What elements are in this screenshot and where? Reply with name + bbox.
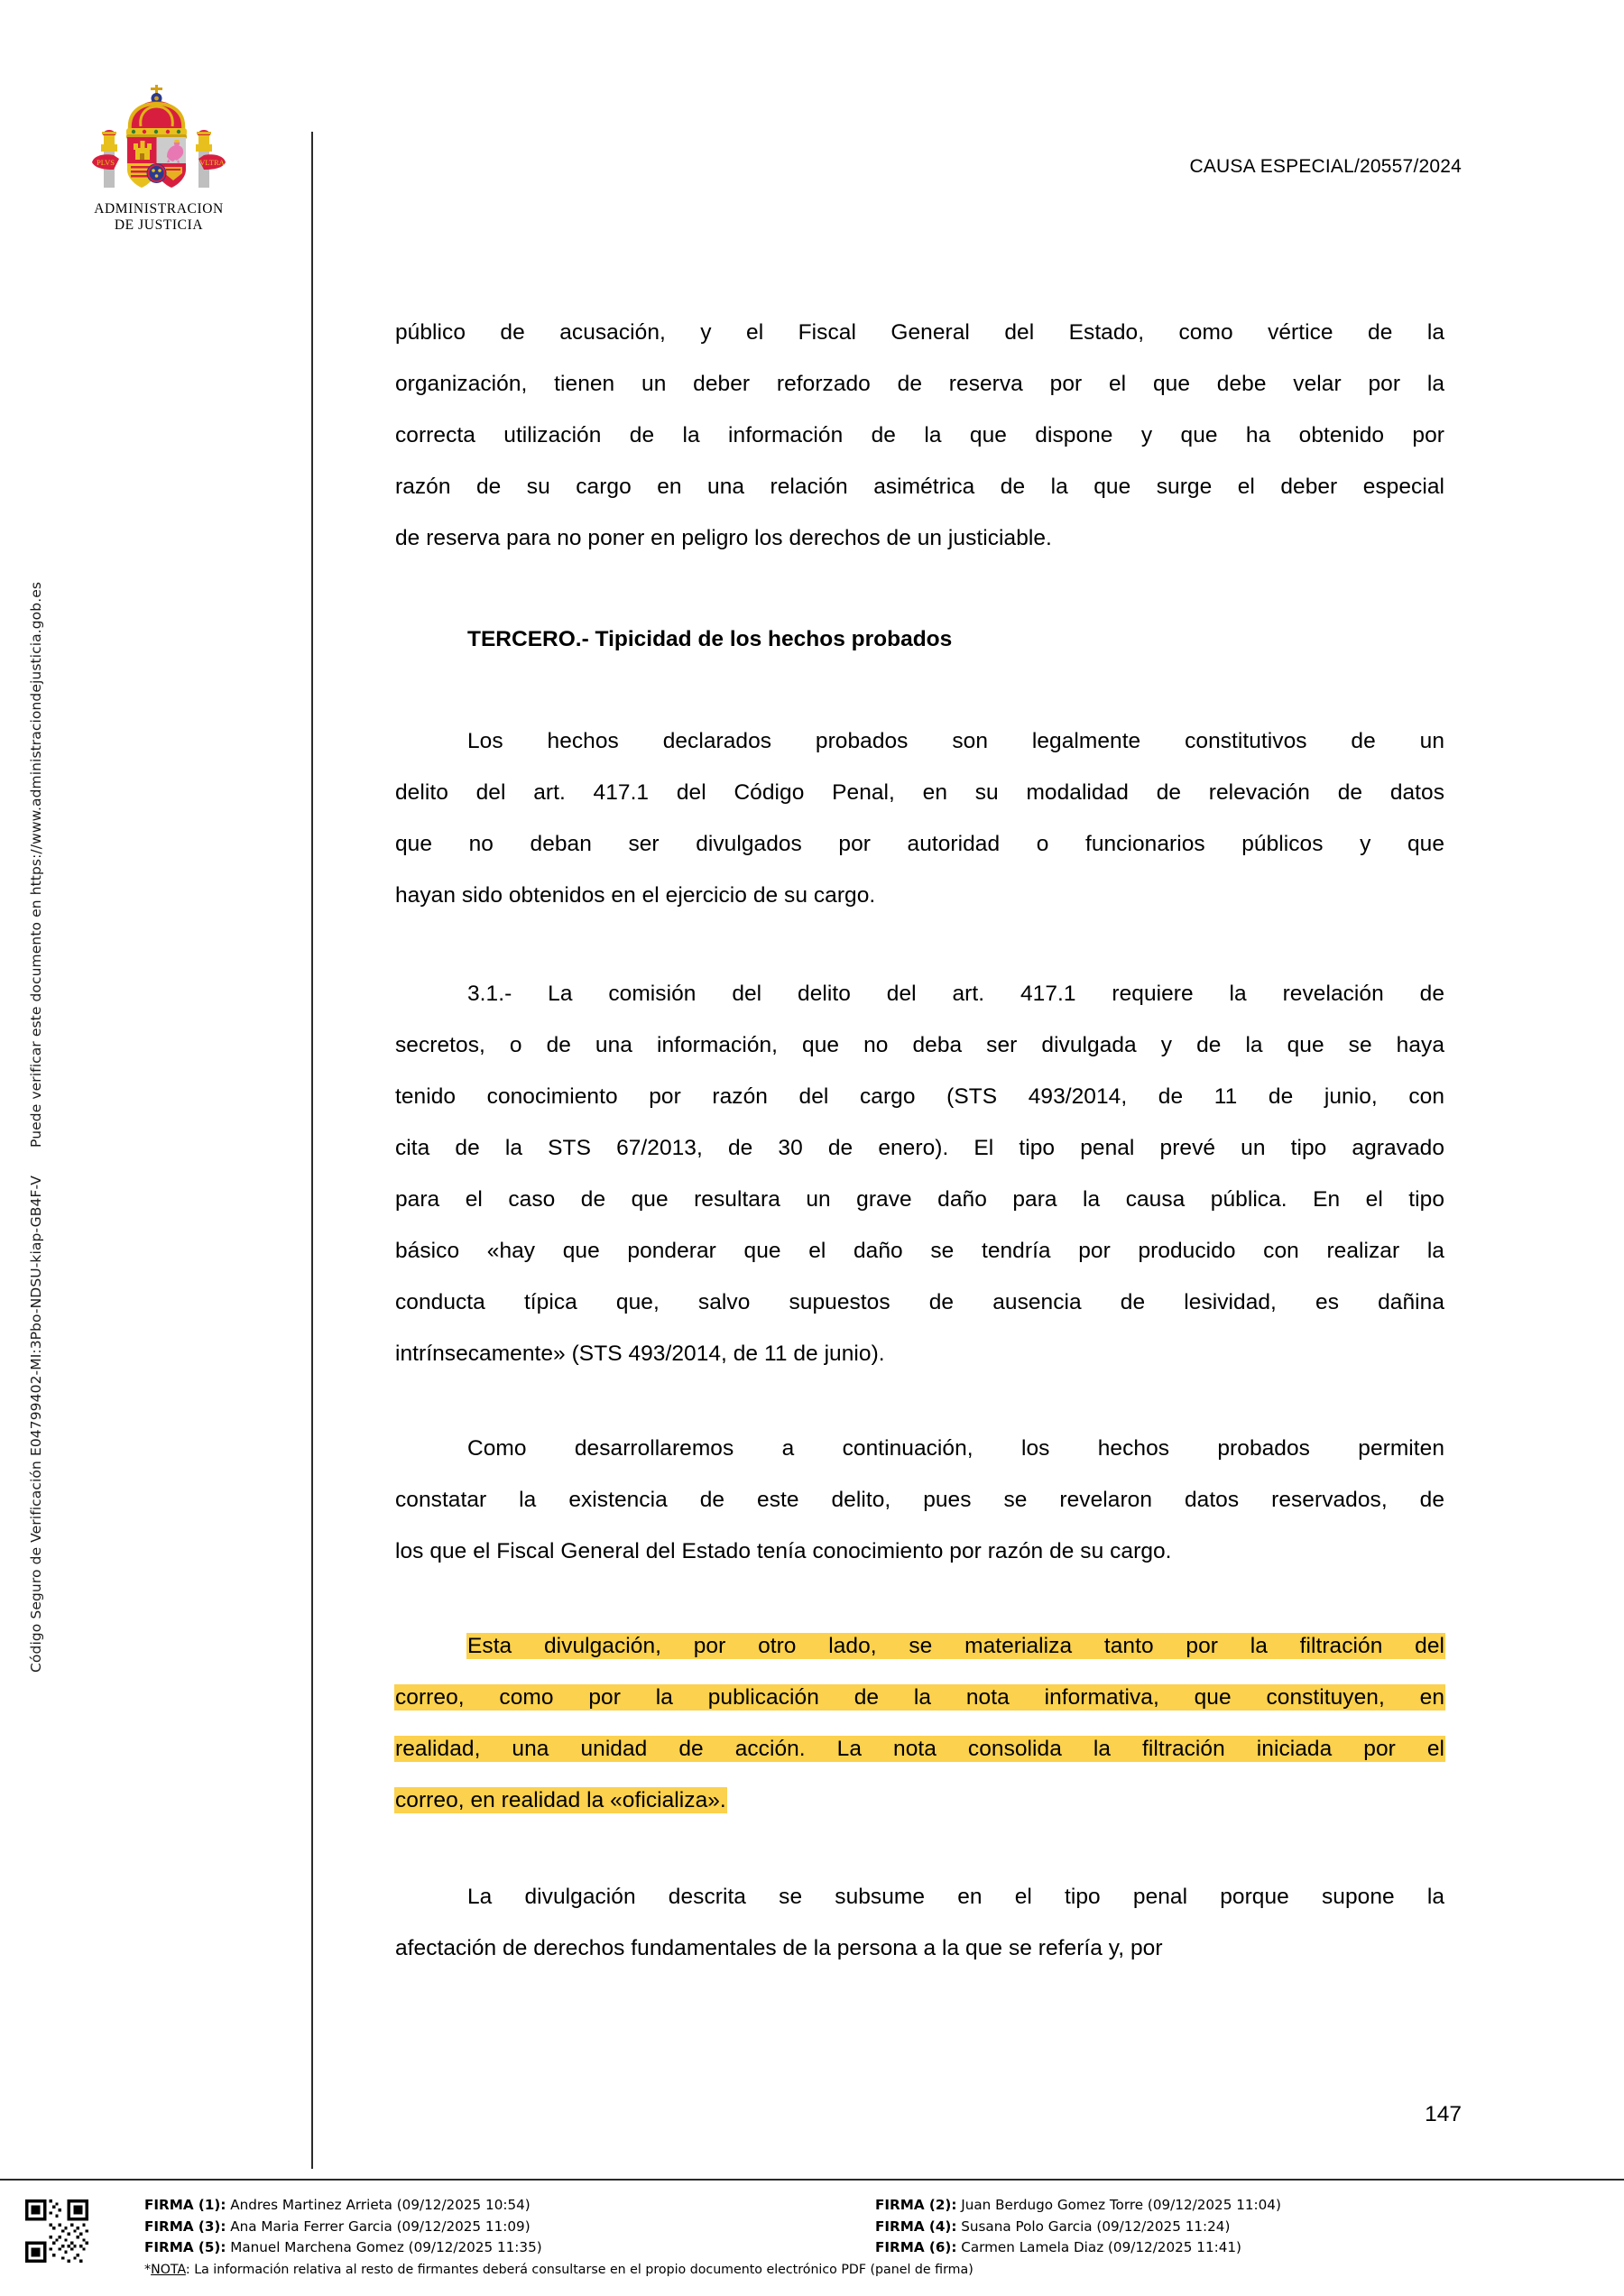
paragraph-line: Los hechos declarados probados son legalmente constitutivos de un [467,729,1444,753]
emblem-block [60,79,258,234]
verification-strip-text [28,0,44,1673]
footer-note [144,2261,1606,2280]
signature-label: FIRMA (1): [144,2197,226,2213]
paragraph-line: delito del art. 417.1 del Código Penal, en su modalidad de relevación de datos [395,780,1444,805]
emblem-caption [60,201,258,234]
signature-6 [875,2237,1606,2259]
signature-row [144,2195,1606,2217]
page-number: 147 [1425,2102,1462,2126]
footer-note-keyword: NOTA [151,2262,186,2277]
motto-left-text: PLVS [96,158,115,167]
signature-value: Andres Martinez Arrieta (09/12/2025 10:54) [230,2197,531,2213]
paragraph-line: 3.1.- La comisión del delito del art. 417.1 requiere la revelación de [467,982,1444,1006]
signature-row [144,2237,1606,2259]
paragraph-line: Como desarrollaremos a continuación, los hechos probados permiten [467,1436,1444,1461]
paragraph-line: correcta utilización de la información de la que dispone y que ha obtenido por [395,423,1444,447]
paragraph-line: organización, tienen un deber reforzado de reserva por el que debe velar por la [395,372,1444,396]
signature-label: FIRMA (5): [144,2239,226,2255]
signature-row [144,2217,1606,2238]
paragraph-line [395,1620,1444,1672]
qr-code-icon [25,2199,88,2263]
paragraph-line: secretos, o de una información, que no deba ser divulgada y de la que se haya [395,1033,1444,1057]
signature-label: FIRMA (3): [144,2218,226,2235]
paragraph-line: constatar la existencia de este delito, pues se revelaron datos reservados, de [395,1488,1444,1512]
signature-value: Manuel Marchena Gomez (09/12/2025 11:35) [230,2239,542,2255]
paragraph-line [395,1775,1444,1826]
signature-2 [875,2195,1606,2217]
paragraph-1 [395,307,1444,564]
signature-3 [144,2217,875,2238]
emblem-caption-line-2: DE JUSTICIA [114,217,204,233]
signature-label: FIRMA (4): [875,2218,957,2235]
paragraph-line: de reserva para no poner en peligro los derechos de un justiciable. [395,526,1052,550]
footer-divider [0,2179,1624,2181]
document-body [395,307,1444,2005]
signature-value: Ana Maria Ferrer Garcia (09/12/2025 11:09) [230,2218,531,2235]
paragraph-line: tenido conocimiento por razón del cargo (STS 493/2014, de 11 de junio, con [395,1084,1444,1109]
signature-value: Susana Polo Garcia (09/12/2025 11:24) [961,2218,1231,2235]
document-header-reference: CAUSA ESPECIAL/20557/2024 [1189,156,1462,177]
paragraph-line: La divulgación descrita se subsume en el tipo penal porque supone la [467,1885,1444,1909]
signature-label: FIRMA (6): [875,2239,957,2255]
paragraph-line: razón de su cargo en una relación asimétrica de la que surge el deber especial [395,475,1444,499]
verification-strip [0,0,51,2174]
paragraph-line: para el caso de que resultara un grave daño para la causa pública. En el tipo [395,1187,1444,1212]
section-heading-tercero: TERCERO.- Tipicidad de los hechos probados [467,627,953,651]
paragraph-line: básico «hay que ponderar que el daño se tendría por producido con realizar la [395,1239,1444,1263]
signature-4 [875,2217,1606,2238]
paragraph-3 [395,968,1444,1379]
paragraph-5-highlighted [395,1620,1444,1826]
footer-note-text: : La información relativa al resto de firmantes deberá consultarse en el propio documento electrónico PDF (panel de firma) [185,2262,973,2277]
paragraph-line: público de acusación, y el Fiscal General del Estado, como vértice de la [395,320,1444,345]
verification-code: Código Seguro de Verificación E04799402-MI:3Pbo-NDSU-kiap-GB4F-V [28,1176,44,1673]
paragraph-line: conducta típica que, salvo supuestos de ausencia de lesividad, es dañina [395,1290,1444,1314]
paragraph-line [395,1723,1444,1775]
paragraph-line: los que el Fiscal General del Estado tenía conocimiento por razón de su cargo. [395,1539,1172,1563]
paragraph-line: hayan sido obtenidos en el ejercicio de su cargo. [395,883,876,908]
margin-divider [311,132,313,2169]
spain-coat-of-arms-icon [78,79,240,198]
paragraph-line: que no deban ser divulgados por autoridad o funcionarios públicos y que [395,832,1444,856]
signature-value: Juan Berdugo Gomez Torre (09/12/2025 11:04) [961,2197,1281,2213]
paragraph-line [395,1672,1444,1723]
signature-value: Carmen Lamela Diaz (09/12/2025 11:41) [961,2239,1241,2255]
paragraph-2 [395,715,1444,921]
paragraph-line: cita de la STS 67/2013, de 30 de enero). El tipo penal prevé un tipo agravado [395,1136,1444,1160]
verification-hint: Puede verificar este documento en https://www.administraciondejusticia.gob.es [28,581,44,1148]
signature-label: FIRMA (2): [875,2197,957,2213]
paragraph-line: intrínsecamente» (STS 493/2014, de 11 de junio). [395,1342,885,1366]
highlighted-text: Esta divulgación, por otro lado, se materializa tanto por la filtración del [467,1634,1444,1658]
highlighted-text: correo, como por la publicación de la nota informativa, que constituyen, en [395,1685,1444,1710]
emblem-caption-line-1: ADMINISTRACION [94,201,224,217]
highlighted-text: realidad, una unidad de acción. La nota consolida la filtración iniciada por el [395,1737,1444,1761]
signature-5 [144,2237,875,2259]
paragraph-6 [395,1871,1444,1974]
paragraph-line: afectación de derechos fundamentales de la persona a la que se refería y, por [395,1936,1163,1960]
signature-1 [144,2195,875,2217]
footer-note-prefix: * [144,2262,152,2277]
paragraph-4 [395,1423,1444,1577]
motto-right-text: VLTRA [199,158,225,167]
highlighted-text: correo, en realidad la «oficializa». [395,1788,726,1812]
footer-signatures [144,2195,1606,2280]
